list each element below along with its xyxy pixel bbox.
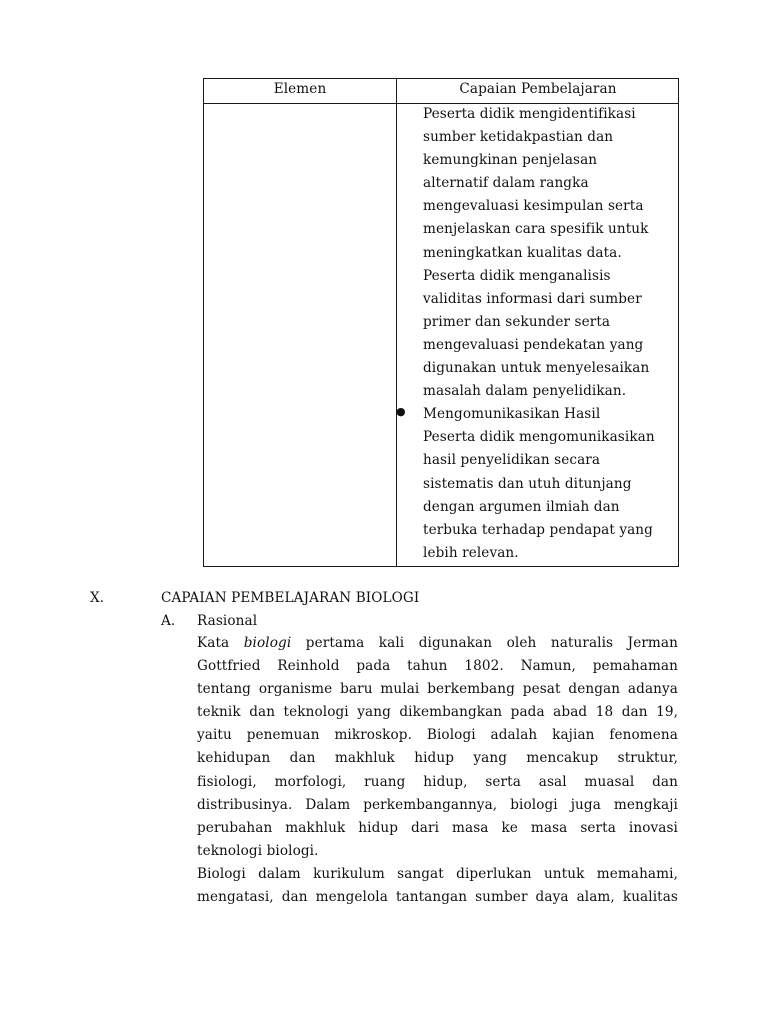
paragraph-line — [197, 632, 678, 655]
cell-line: sistematis dan utuh ditunjang — [423, 475, 632, 492]
italic-term: biologi — [243, 635, 292, 651]
cell-line: menjelaskan cara spesifik untuk — [423, 221, 649, 238]
cell-line: kemungkinan penjelasan — [423, 152, 598, 169]
paragraph-line: kehidupan dan makhluk hidup yang mencakup struktur, — [197, 750, 678, 767]
cell-line: sumber ketidakpastian dan — [423, 129, 614, 146]
paragraph-line: Biologi dalam kurikulum sangat diperlukan untuk memahami, — [197, 866, 678, 882]
table-body-row — [204, 103, 678, 566]
cell-line: meningkatkan kualitas data. — [423, 244, 622, 261]
paragraph-rasional-1 — [197, 632, 678, 863]
paragraph-line: teknologi biologi. — [197, 842, 319, 859]
cell-line-heading: Mengomunikasikan Hasil — [423, 406, 601, 423]
cell-line: dengan argumen ilmiah dan — [423, 498, 620, 515]
cell-line: mengevaluasi kesimpulan serta — [423, 198, 644, 215]
cell-line: Peserta didik mengomunikasikan — [423, 429, 655, 446]
paragraph-line: yaitu penemuan mikroskop. Biologi adalah kajian fenomena — [197, 727, 678, 744]
cell-line: masalah dalam penyelidikan. — [423, 383, 627, 400]
cell-line: terbuka terhadap pendapat yang — [423, 521, 653, 538]
paragraph-line: tentang organisme baru mulai berkembang pesat dengan adanya — [197, 681, 678, 698]
text-run: Kata — [197, 635, 244, 651]
subsection-title: Rasional — [197, 613, 258, 629]
text-run: pertama kali digunakan oleh naturalis Jerman — [291, 635, 678, 651]
cell-line: Peserta didik mengidentifikasi — [423, 106, 636, 122]
section-number: X. — [90, 590, 105, 606]
paragraph-rasional-2 — [197, 863, 678, 909]
table-header-elemen: Elemen — [273, 81, 327, 97]
paragraph-line: Gottfried Reinhold pada tahun 1802. Namun, pemahaman — [197, 658, 678, 675]
cell-line: alternatif dalam rangka — [423, 175, 589, 192]
bullet-icon: ● — [396, 405, 406, 418]
cell-line: validitas informasi dari sumber — [423, 290, 642, 307]
table-header-capaian: Capaian Pembelajaran — [459, 81, 617, 97]
paragraph-line: mengatasi, dan mengelola tantangan sumber daya alam, kualitas — [197, 889, 678, 906]
subsection-number: A. — [161, 613, 176, 629]
cell-line: mengevaluasi pendekatan yang — [423, 336, 644, 353]
cell-line: primer dan sekunder serta — [423, 313, 611, 330]
paragraph-line: fisiologi, morfologi, ruang hidup, serta asal muasal dan — [197, 773, 678, 790]
paragraph-line: distribusinya. Dalam perkembangannya, biologi juga mengkaji — [197, 796, 678, 813]
cell-line: lebih relevan. — [423, 544, 519, 561]
cell-line: hasil penyelidikan secara — [423, 452, 601, 469]
table-header-row — [204, 79, 678, 104]
cell-line: Peserta didik menganalisis — [423, 267, 611, 284]
capaian-table — [203, 78, 679, 567]
section-title: CAPAIAN PEMBELAJARAN BIOLOGI — [161, 590, 420, 606]
paragraph-line: perubahan makhluk hidup dari masa ke masa serta inovasi — [197, 819, 678, 836]
cell-line: digunakan untuk menyelesaikan — [423, 360, 650, 377]
capaian-cell — [423, 103, 685, 565]
paragraph-line: teknik dan teknologi yang dikembangkan pada abad 18 dan 19, — [197, 704, 678, 721]
